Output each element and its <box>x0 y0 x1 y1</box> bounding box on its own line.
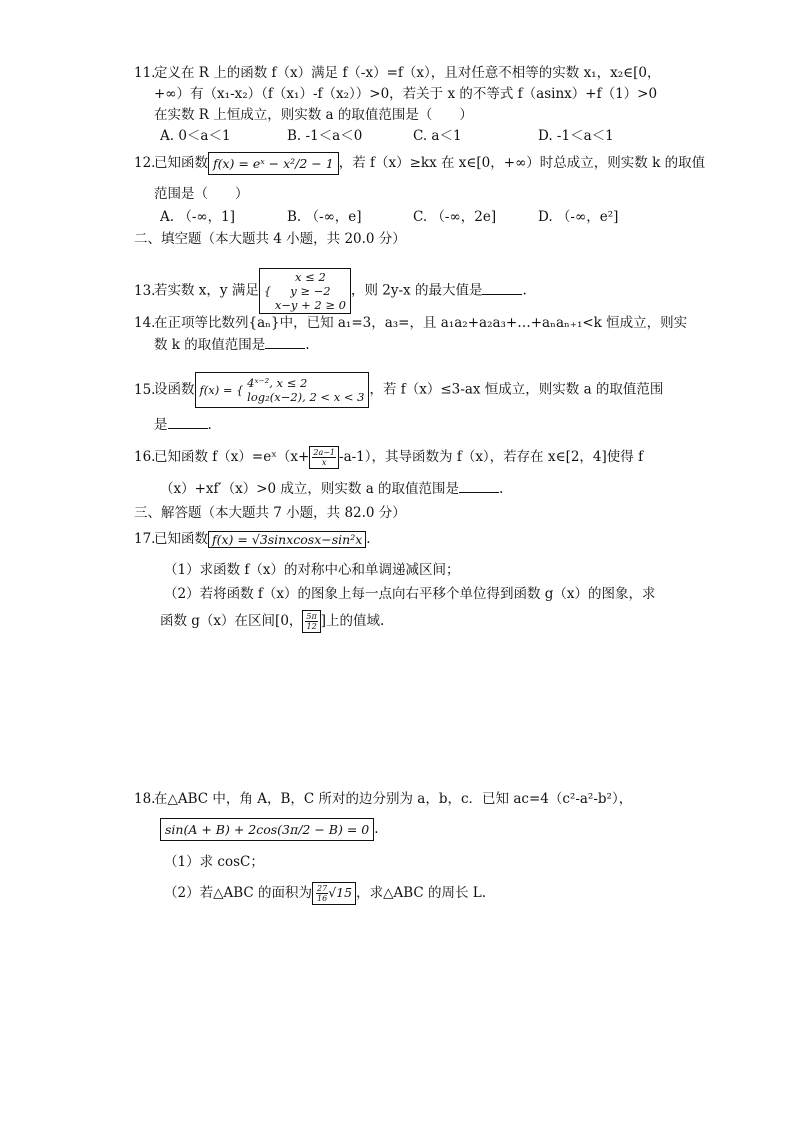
q14-line1: 14.在正项等比数列{aₙ}中，已知 a₁=3，a₃=，且 a₁a₂+a₂a₃+…+aₙaₙ₊₁<k 恒成立，则实 <box>134 315 688 331</box>
q13-system: { x ≤ 2 y ≥ −2 x−y + 2 ≥ 0 <box>259 268 351 314</box>
q18-line2: sin(A + B) + 2cos(3π/2 − B) = 0 . <box>160 818 379 841</box>
section-fill-in: 二、填空题（本大题共 4 小题，共 20.0 分） <box>134 231 406 247</box>
q13-line: 13.若实数 x，y 满足 { x ≤ 2 y ≥ −2 x−y + 2 ≥ 0 ，则 2y-x 的最大值是 . <box>134 270 527 312</box>
q17-interval-fraction: $\frac{5\pi}{12}$ <box>302 610 320 633</box>
q11-line3: 在实数 R 上恒成立，则实数 a 的取值范围是（ ） <box>154 107 473 123</box>
q16-answer-blank <box>459 478 499 493</box>
q18-number: 18. <box>134 791 156 807</box>
q12-option-d: D. （-∞，e²] <box>538 209 619 225</box>
q17-line1: 17.已知函数 f(x) = √3sinxcosx−sin²x . <box>134 531 371 547</box>
q12-line2: 范围是（ ） <box>154 186 249 202</box>
q17-sub1: （1）求函数 f（x）的对称中心和单调递减区间； <box>164 562 460 578</box>
q12-option-a: A. （-∞，1] <box>160 209 235 225</box>
q15-formula: f(x) = { 4ˣ⁻², x ≤ 2 log₂(x−2), 2 < x < 3 <box>195 372 370 408</box>
q14-answer-blank <box>265 334 305 349</box>
section-solutions: 三、解答题（本大题共 7 小题，共 82.0 分） <box>134 505 406 521</box>
q17-sub2: （2）若将函数 f（x）的图象上每一点向右平移个单位得到函数 g（x）的图象，求 <box>164 586 656 602</box>
q16-line2: （x）+xf′（x）>0 成立，则实数 a 的取值范围是 . <box>160 478 503 499</box>
q11-line1: 11.定义在 R 上的函数 f（x）满足 f（-x）=f（x），且对任意不相等的实数 x₁，x₂∈[0， <box>134 65 661 81</box>
q11-option-c: C. a＜1 <box>413 128 462 144</box>
q11-line2: +∞）有（x₁-x₂）（f（x₁）-f（x₂））>0，若关于 x 的不等式 f（asinx）+f（1）>0 <box>154 86 658 102</box>
q18-sub2: （2）若△ABC 的面积为 $\frac{27}{16}$ √15 ，求△ABC 的周长 L. <box>164 884 487 903</box>
q11-option-b: B. -1＜a＜0 <box>287 128 363 144</box>
q11-option-d: D. -1＜a＜1 <box>538 128 614 144</box>
q17-sub3: 函数 g（x）在区间[0， $\frac{5\pi}{12}$ ]上的值域. <box>160 612 385 631</box>
q16-line1: 16.已知函数 f（x）=eˣ（x+ $\frac{2a-1}{x}$ -a-1），其导函数为 f（x），若存在 x∈[2，4]使得 f <box>134 448 644 467</box>
q15-number: 15. <box>134 381 156 398</box>
q15-answer-blank <box>168 414 208 429</box>
q14-line2: 数 k 的取值范围是 . <box>154 334 310 355</box>
q12-number: 12. <box>134 155 156 171</box>
q16-number: 16. <box>134 449 156 465</box>
q17-formula: f(x) = √3sinxcosx−sin²x <box>208 531 366 548</box>
q15-line1: 15.设函数 f(x) = { 4ˣ⁻², x ≤ 2 log₂(x−2), 2 < x < 3 ，若 f（x）≤3-ax 恒成立，则实数 a 的取值范围 <box>134 372 663 408</box>
q12-formula: f(x) = eˣ − x²/2 − 1 <box>208 152 339 175</box>
q13-answer-blank <box>482 280 522 295</box>
q11-option-a: A. 0＜a＜1 <box>160 128 231 144</box>
q13-number: 13. <box>134 282 156 299</box>
q15-line2: 是 . <box>154 414 212 435</box>
q17-number: 17. <box>134 531 156 547</box>
q18-area-formula: $\frac{27}{16}$ √15 <box>312 882 356 905</box>
q18-sub1: （1）求 cosC； <box>164 854 264 870</box>
q12-option-c: C. （-∞，2e] <box>413 209 497 225</box>
q16-fraction: $\frac{2a-1}{x}$ <box>309 446 339 469</box>
q14-number: 14. <box>134 315 156 331</box>
q12-line1: 12.已知函数 f(x) = eˣ − x²/2 − 1 ，若 f（x）≥kx 在 x∈[0，+∞）时总成立，则实数 k 的取值 <box>134 152 705 175</box>
q11-number: 11. <box>134 65 156 81</box>
q18-line1: 18.在△ABC 中，角 A，B，C 所对的边分别为 a，b，c．已知 ac=4（c²-a²-b²）， <box>134 791 633 807</box>
q18-formula: sin(A + B) + 2cos(3π/2 − B) = 0 <box>160 818 374 841</box>
q12-option-b: B. （-∞，e] <box>287 209 362 225</box>
